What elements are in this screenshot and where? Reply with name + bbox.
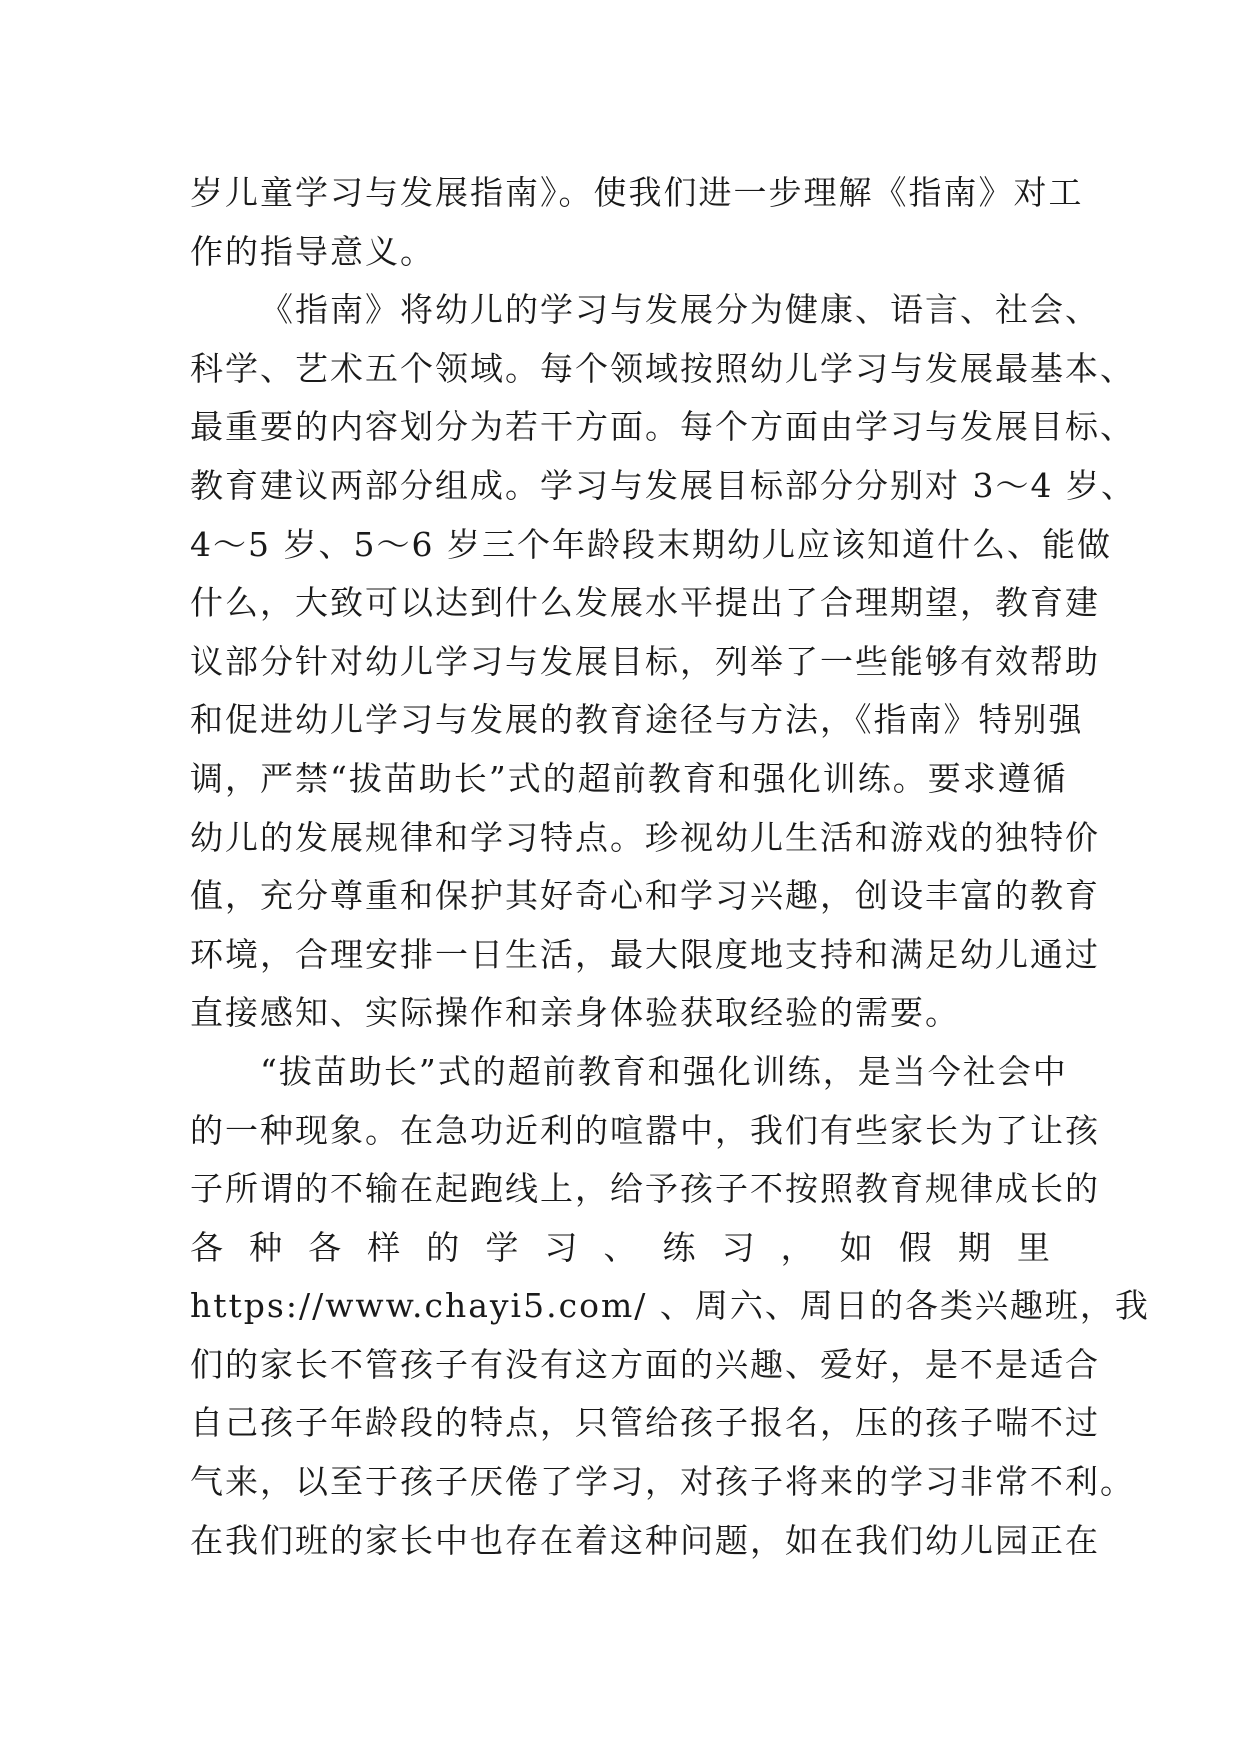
text-line: 值，充分尊重和保护其好奇心和学习兴趣，创设丰富的教育 bbox=[190, 876, 1100, 916]
text-line: 的一种现象。在急功近利的喧嚣中，我们有些家长为了让孩 bbox=[190, 1110, 1100, 1150]
text-line: 和促进幼儿学习与发展的教育途径与方法，《指南》特别强 bbox=[190, 700, 1084, 740]
text-line: 自己孩子年龄段的特点，只管给孩子报名，压的孩子喘不过 bbox=[190, 1403, 1100, 1443]
paragraph-start-line: 《指南》将幼儿的学习与发展分为健康、语言、社会、 bbox=[260, 290, 1100, 330]
spread-char: 、 bbox=[603, 1227, 639, 1267]
justified-spread-line bbox=[190, 1219, 1052, 1278]
text-line: 教育建议两部分组成。学习与发展目标部分分别对 3～4 岁、 bbox=[190, 465, 1136, 505]
paragraph-start-line: “拔苗助长”式的超前教育和强化训练，是当今社会中 bbox=[260, 1051, 1068, 1091]
text-line: 岁儿童学习与发展指南》。使我们进一步理解《指南》对工 bbox=[190, 173, 1084, 212]
spread-char: 期 bbox=[957, 1227, 993, 1267]
text-line: 议部分针对幼儿学习与发展目标，列举了一些能够有效帮助 bbox=[190, 641, 1100, 681]
text-line: 科学、艺术五个领域。每个领域按照幼儿学习与发展最基本、 bbox=[190, 348, 1135, 388]
spread-char: 种 bbox=[249, 1227, 285, 1267]
spread-char: 各 bbox=[190, 1227, 225, 1267]
text-line: 子所谓的不输在起跑线上，给予孩子不按照教育规律成长的 bbox=[190, 1169, 1100, 1209]
spread-char: 习 bbox=[544, 1227, 580, 1267]
text-line: 调，严禁“拔苗助长”式的超前教育和强化训练。要求遵循 bbox=[190, 758, 1068, 798]
spread-char: 如 bbox=[839, 1227, 875, 1267]
spread-char: ， bbox=[780, 1227, 816, 1267]
text-line: 4～5 岁、5～6 岁三个年龄段末期幼儿应该知道什么、能做 bbox=[190, 524, 1112, 564]
text-line: https://www.chayi5.com/ 、周六、周日的各类兴趣班，我 bbox=[190, 1286, 1150, 1326]
text-line: 什么，大致可以达到什么发展水平提出了合理期望，教育建 bbox=[190, 583, 1100, 623]
spread-char: 里 bbox=[1016, 1227, 1052, 1267]
spread-char: 练 bbox=[662, 1227, 698, 1267]
text-line: 在我们班的家长中也存在着这种问题，如在我们幼儿园正在 bbox=[190, 1520, 1100, 1560]
spread-char: 样 bbox=[367, 1227, 403, 1267]
spread-char: 的 bbox=[426, 1227, 462, 1267]
text-line: 们的家长不管孩子有没有这方面的兴趣、爱好，是不是适合 bbox=[190, 1344, 1100, 1384]
text-line: 最重要的内容划分为若干方面。每个方面由学习与发展目标、 bbox=[190, 407, 1135, 447]
text-line: 作的指导意义。 bbox=[190, 231, 435, 271]
text-line: 直接感知、实际操作和亲身体验获取经验的需要。 bbox=[190, 993, 960, 1033]
spread-char: 学 bbox=[485, 1227, 521, 1267]
text-line: 环境，合理安排一日生活，最大限度地支持和满足幼儿通过 bbox=[190, 934, 1100, 974]
body-text bbox=[190, 164, 1150, 1570]
text-line: 气来，以至于孩子厌倦了学习，对孩子将来的学习非常不利。 bbox=[190, 1462, 1135, 1502]
spread-char: 习 bbox=[721, 1227, 757, 1267]
text-line: 幼儿的发展规律和学习特点。珍视幼儿生活和游戏的独特价 bbox=[190, 817, 1100, 857]
spread-char: 假 bbox=[898, 1227, 934, 1267]
spread-char: 各 bbox=[308, 1227, 344, 1267]
